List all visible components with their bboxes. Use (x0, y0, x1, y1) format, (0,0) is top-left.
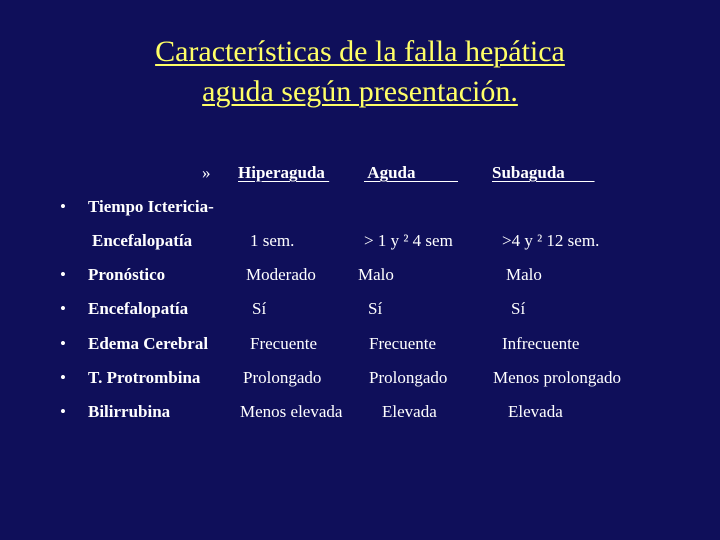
row-label-pronostico: Pronóstico (88, 265, 166, 284)
row-label-protrombina: T. Protrombina (88, 368, 201, 387)
bullet-icon: • (60, 299, 66, 318)
cell-protrombina-aguda: Prolongado (369, 368, 448, 387)
title-line-2: aguda según presentación. (202, 75, 518, 108)
row-label-tiempo-2: Encefalopatía (92, 231, 193, 250)
row-label-edema: Edema Cerebral (88, 334, 209, 353)
header-subaguda: Subaguda (492, 163, 595, 182)
cell-protrombina-hiperaguda: Prolongado (243, 368, 322, 387)
cell-bilirrubina-hiperaguda: Menos elevada (240, 402, 343, 421)
cell-pronostico-subaguda: Malo (506, 265, 542, 284)
bullet-icon: • (60, 265, 66, 284)
bullet-icon: • (60, 402, 66, 421)
row-label-bilirrubina: Bilirrubina (88, 402, 171, 421)
cell-protrombina-subaguda: Menos prolongado (493, 368, 621, 387)
header-hiperaguda: Hiperaguda (238, 163, 330, 182)
cell-edema-subaguda: Infrecuente (502, 334, 580, 353)
cell-encefalopatia-hiperaguda: Sí (252, 299, 267, 318)
bullet-icon: • (60, 368, 66, 387)
cell-bilirrubina-subaguda: Elevada (508, 402, 563, 421)
cell-tiempo-hiperaguda: 1 sem. (250, 231, 295, 250)
header-aguda: Aguda (364, 163, 458, 182)
cell-encefalopatia-aguda: Sí (368, 299, 383, 318)
row-label-encefalopatia: Encefalopatía (88, 299, 189, 318)
cell-pronostico-hiperaguda: Moderado (246, 265, 316, 284)
cell-edema-aguda: Frecuente (369, 334, 437, 353)
cell-pronostico-aguda: Malo (358, 265, 394, 284)
header-marker: » (202, 163, 211, 182)
cell-bilirrubina-aguda: Elevada (382, 402, 437, 421)
cell-tiempo-subaguda: >4 y ² 12 sem. (502, 231, 600, 250)
cell-edema-hiperaguda: Frecuente (250, 334, 318, 353)
bullet-icon: • (60, 197, 66, 216)
bullet-icon: • (60, 334, 66, 353)
row-label-tiempo: Tiempo Ictericia- (88, 197, 214, 216)
cell-tiempo-aguda: > 1 y ² 4 sem (364, 231, 453, 250)
slide-title (0, 32, 720, 112)
title-line-1: Características de la falla hepática (155, 35, 565, 68)
cell-encefalopatia-subaguda: Sí (511, 299, 526, 318)
